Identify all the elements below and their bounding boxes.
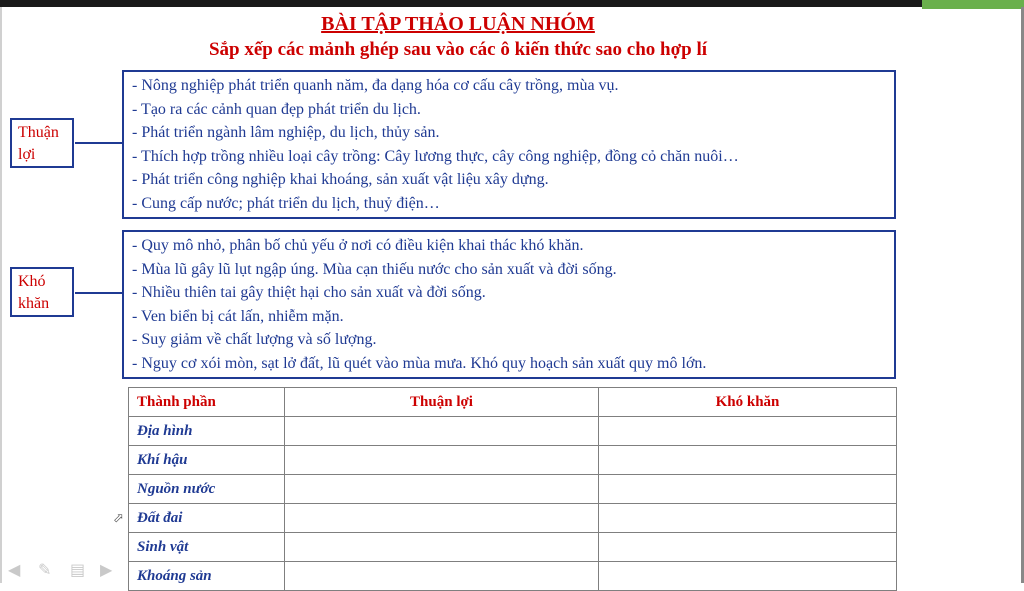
row-label: Khoáng sản (129, 562, 285, 591)
list-item: - Phát triển ngành lâm nghiệp, du lịch, thủy sản. (132, 124, 440, 141)
difficulties-label-box (10, 267, 74, 317)
cursor-icon: ⬀ (113, 511, 124, 526)
row-label: Khí hậu (129, 446, 285, 475)
table-row (129, 446, 897, 475)
list-item: - Nông nghiệp phát triển quanh năm, đa dạng hóa cơ cấu cây trồng, mùa vụ. (132, 77, 619, 94)
table-header-row (129, 388, 897, 417)
advantage-cell[interactable] (285, 504, 599, 533)
green-accent-bar (922, 0, 1024, 9)
advantages-connector (75, 142, 122, 144)
difficulty-cell[interactable] (599, 533, 897, 562)
advantage-cell[interactable] (285, 417, 599, 446)
row-label: Sinh vật (129, 533, 285, 562)
list-item: - Ven biển bị cát lấn, nhiễm mặn. (132, 307, 344, 325)
list-item: - Nguy cơ xói mòn, sạt lở đất, lũ quét vào mùa mưa. Khó quy hoạch sản xuất quy mô lớn. (132, 354, 707, 372)
list-item: - Tạo ra các cảnh quan đẹp phát triển du lịch. (132, 100, 421, 118)
table-row (129, 562, 897, 591)
advantages-label-box (10, 118, 74, 168)
list-item: - Quy mô nhỏ, phân bố chủ yếu ở nơi có điều kiện khai thác khó khăn. (132, 237, 584, 254)
advantage-cell[interactable] (285, 562, 599, 591)
difficulty-cell[interactable] (599, 446, 897, 475)
page-title: BÀI TẬP THẢO LUẬN NHÓM (321, 13, 595, 35)
components-table (128, 387, 897, 591)
table-row (129, 475, 897, 504)
difficulty-cell[interactable] (599, 504, 897, 533)
header-difficulties: Khó khăn (599, 388, 897, 417)
table-row (129, 533, 897, 562)
pen-icon[interactable]: ✎ (38, 560, 52, 579)
advantages-box (122, 70, 896, 219)
list-item: - Mùa lũ gây lũ lụt ngập úng. Mùa cạn thiếu nước cho sản xuất và đời sống. (132, 260, 617, 278)
difficulties-connector (75, 292, 122, 294)
difficulty-cell[interactable] (599, 562, 897, 591)
difficulty-cell[interactable] (599, 417, 897, 446)
page-subtitle: Sắp xếp các mảnh ghép sau vào các ô kiến thức sao cho hợp lí (208, 39, 708, 60)
advantages-label: Thuận lợi (18, 124, 59, 163)
difficulties-label: Khó khăn (18, 273, 50, 312)
list-item: - Thích hợp trồng nhiều loại cây trồng: Cây lương thực, cây công nghiệp, đồng cỏ chăn nuôi… (132, 147, 739, 165)
difficulties-list (132, 234, 886, 375)
row-label: Đất đai (129, 504, 285, 533)
top-bar (0, 0, 1024, 7)
table-row (129, 504, 897, 533)
advantages-list (132, 74, 886, 215)
advantage-cell[interactable] (285, 533, 599, 562)
difficulty-cell[interactable] (599, 475, 897, 504)
back-arrow-icon[interactable]: ◀ (8, 560, 21, 579)
list-item: - Nhiều thiên tai gây thiệt hại cho sản xuất và đời sống. (132, 284, 486, 301)
advantage-cell[interactable] (285, 446, 599, 475)
list-item: - Cung cấp nước; phát triển du lịch, thuỷ điện… (132, 194, 440, 212)
difficulties-box (122, 230, 896, 379)
advantage-cell[interactable] (285, 475, 599, 504)
row-label: Nguồn nước (129, 475, 285, 504)
slides-icon[interactable]: ▤ (70, 560, 86, 579)
header-advantages: Thuận lợi (285, 388, 599, 417)
forward-arrow-icon[interactable]: ▶ (100, 560, 113, 579)
left-edge (0, 7, 2, 583)
list-item: - Suy giảm về chất lượng và số lượng. (132, 331, 377, 348)
list-item: - Phát triển công nghiệp khai khoáng, sản xuất vật liệu xây dựng. (132, 171, 549, 188)
row-label: Địa hình (129, 417, 285, 446)
header-component: Thành phần (129, 388, 285, 417)
table-row (129, 417, 897, 446)
